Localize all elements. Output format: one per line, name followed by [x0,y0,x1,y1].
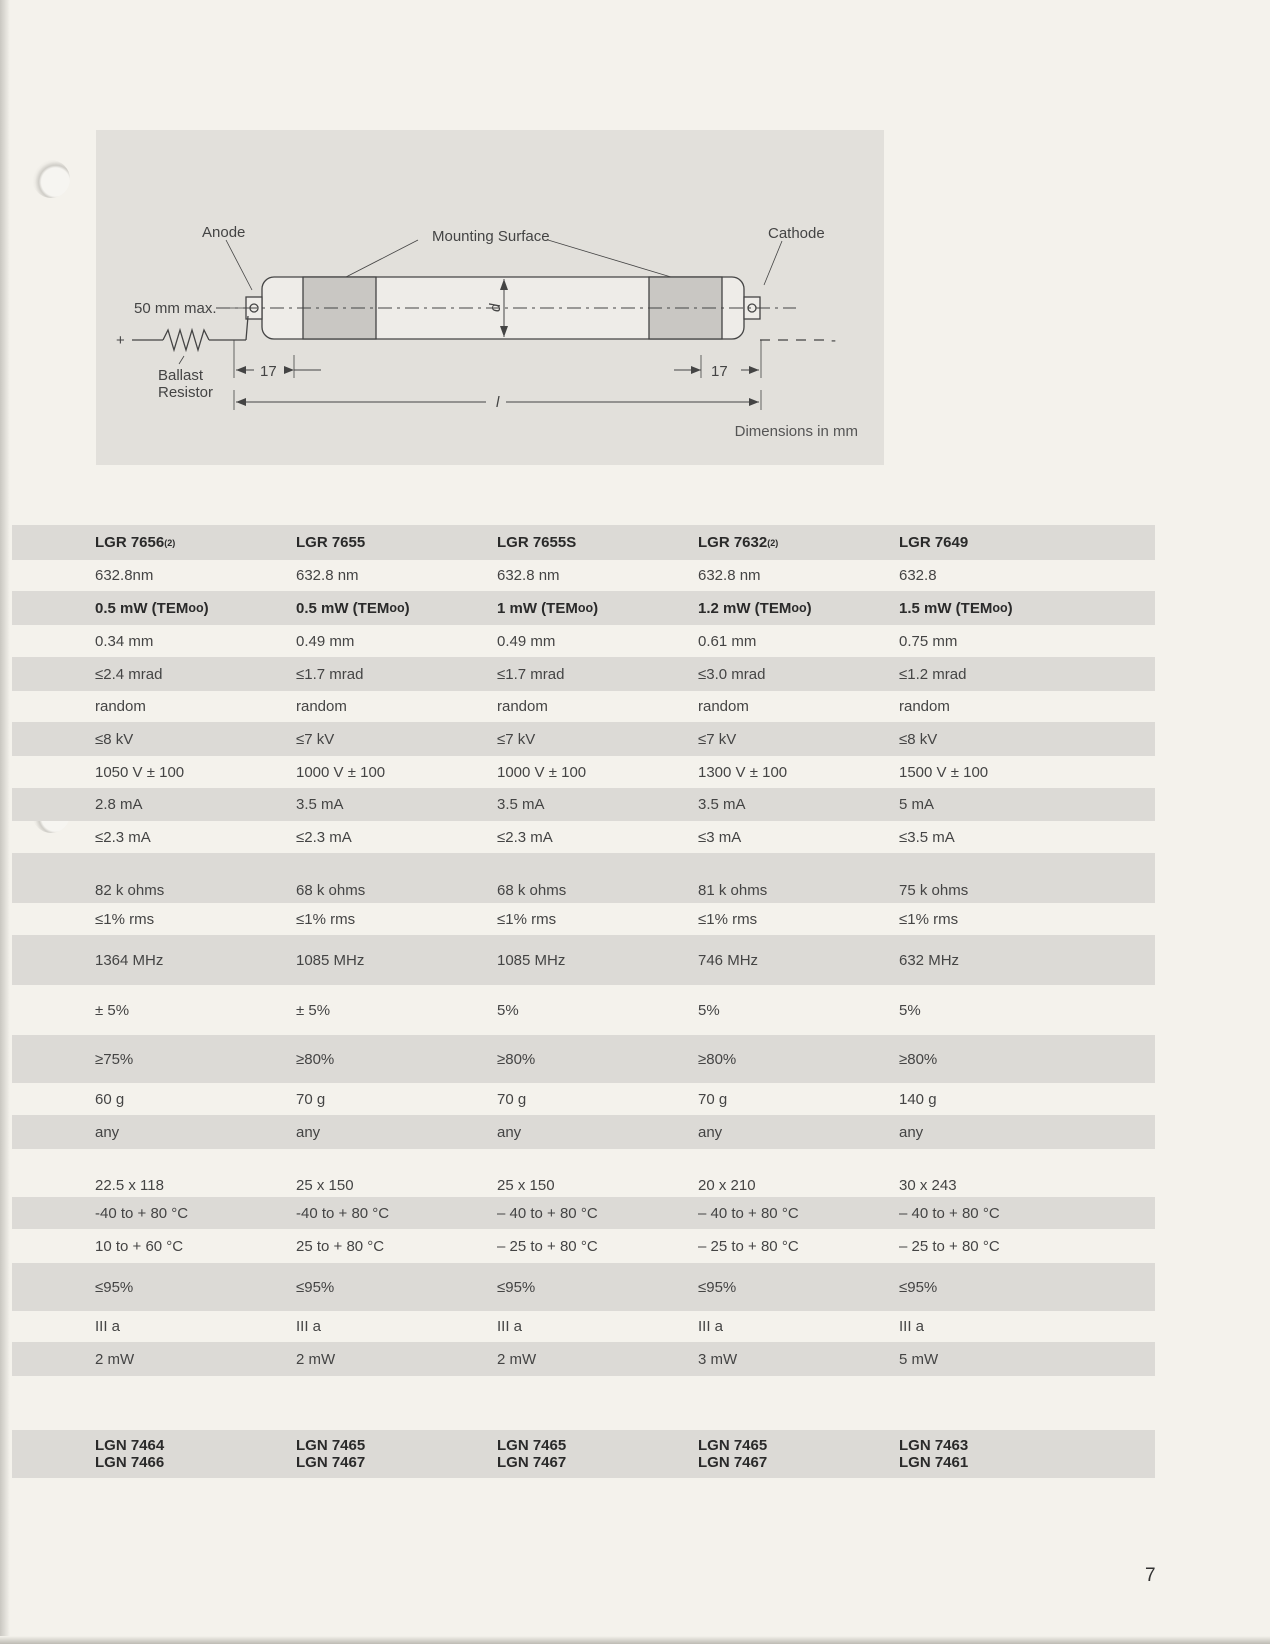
page-number: 7 [1145,1565,1156,1586]
mounting-surface-left [303,277,376,339]
polarization-row [12,691,1155,722]
dimensions-row [12,1149,1155,1197]
table-cell: random [296,698,347,715]
table-cell: ≤95% [698,1278,737,1296]
max-length-label: 50 mm max. [134,300,217,317]
table-cell: 1500 V ± 100 [899,763,989,781]
table-cell: 140 g [899,1090,937,1108]
table-cell: 70 g [698,1090,728,1108]
table-cell: ≤2.3 mA [296,828,352,846]
dimensions-note: Dimensions in mm [734,423,858,440]
table-cell: any [497,1123,522,1141]
operating-temp-row [12,1229,1155,1263]
table-cell: 70 g [497,1090,527,1108]
table-cell: ≤95% [296,1278,335,1296]
max-output-row [12,1342,1155,1376]
table-cell: ≥75% [95,1050,134,1068]
diameter-label: d [487,303,504,312]
table-cell: random [95,698,146,715]
table-cell: ≤3.5 mA [899,828,955,846]
table-cell: 1 mW (TEM oo ) [497,599,599,617]
table-cell: any [95,1123,120,1141]
table-cell: III a [497,1318,523,1335]
table-cell: – 25 to + 80 °C [497,1237,598,1255]
table-cell: 1000 V ± 100 [497,763,587,781]
anode-leader [226,240,252,290]
table-cell: 1.2 mW (TEM oo ) [698,599,812,617]
laser-tube-figure [96,130,884,465]
ballast-resistor-symbol [163,330,209,350]
table-cell: LGN 7464 LGN 7466 [95,1437,165,1471]
table-cell: ≤7 kV [296,730,335,748]
table-cell: – 25 to + 80 °C [899,1237,1000,1255]
table-cell: 25 x 150 [296,1176,354,1194]
ballast-leader [179,356,184,364]
table-cell: 3.5 mA [698,796,746,813]
table-cell: ± 5% [296,1001,331,1019]
operating-current-row [12,788,1155,821]
table-cell: – 40 to + 80 °C [899,1204,1000,1222]
table-cell: 20 x 210 [698,1176,756,1194]
table-cell: 3.5 mA [296,796,344,813]
table-cell: – 40 to + 80 °C [497,1204,598,1222]
table-cell: ≤8 kV [899,730,938,748]
table-cell: 0.75 mm [899,632,958,650]
table-cell: random [497,698,548,715]
page-edge-shadow [0,0,10,1644]
table-cell: 0.49 mm [497,632,556,650]
table-cell: 60 g [95,1090,125,1108]
table-cell: 2 mW [497,1350,537,1368]
table-cell: 746 MHz [698,951,759,969]
table-cell: ≤1% rms [899,910,959,928]
table-cell: 3 mW [698,1350,738,1368]
table-cell: 25 to + 80 °C [296,1237,385,1255]
table-cell: 632 MHz [899,951,960,969]
table-cell: 1364 MHz [95,951,164,969]
punch-hole-top [32,160,70,198]
table-cell: ≥80% [296,1050,335,1068]
negative-sign: - [831,332,836,349]
model-name: LGR 7655 [296,534,366,551]
table-cell: III a [899,1318,925,1335]
model-name: LGR 7656 (2) [95,534,176,551]
table-cell: 632.8nm [95,567,154,584]
table-cell: 632.8 nm [497,567,560,584]
ballast-row [12,853,1155,903]
table-cell: ≥80% [698,1050,737,1068]
table-cell: any [296,1123,321,1141]
table-cell: III a [296,1318,322,1335]
table-cell: 1085 MHz [296,951,365,969]
table-cell: ≤2.4 mrad [95,665,163,683]
dim-left-label: 17 [260,363,277,380]
wavelength-row [12,560,1155,591]
table-cell: 70 g [296,1090,326,1108]
table-cell: ≤95% [899,1278,938,1296]
table-cell: any [698,1123,723,1141]
table-cell: -40 to + 80 °C [296,1204,390,1222]
table-cell: -40 to + 80 °C [95,1204,189,1222]
dim-right-label: 17 [711,363,728,380]
table-cell: ≤7 kV [698,730,737,748]
ballast-label-line1: Ballast [158,367,204,384]
arrow-length-right [749,398,759,406]
table-cell: 632.8 [899,567,937,584]
table-cell: 1050 V ± 100 [95,763,185,781]
power-after-row [12,1035,1155,1083]
mounting-leader-right [548,240,671,277]
mode-spacing-row [12,935,1155,985]
model-row [12,525,1155,560]
ballast-label-line2: Resistor [158,384,214,401]
table-cell: 2 mW [95,1350,135,1368]
table-cell: 22.5 x 118 [95,1176,164,1194]
table-cell: 0.34 mm [95,632,154,650]
output-power-row [12,591,1155,625]
table-cell: any [899,1123,924,1141]
table-cell: ≥80% [497,1050,536,1068]
table-cell: random [698,698,749,715]
model-name: LGR 7632 (2) [698,534,779,551]
operating-voltage-row [12,756,1155,788]
length-label: l [496,394,500,411]
table-cell: ± 5% [95,1001,130,1019]
table-cell: III a [95,1318,121,1335]
laser-class-row [12,1311,1155,1342]
table-cell: 81 k ohms [698,881,768,899]
table-cell: 68 k ohms [296,881,366,899]
table-cell: 25 x 150 [497,1176,555,1194]
table-cell: 1300 V ± 100 [698,763,788,781]
table-cell: 0.49 mm [296,632,355,650]
cathode-label: Cathode [768,225,825,242]
table-cell: 5 mA [899,796,935,813]
table-cell: ≤1% rms [497,910,557,928]
table-cell: LGN 7465 LGN 7467 [698,1437,768,1471]
table-cell: ≤7 kV [497,730,536,748]
arrow-dim-right-1 [691,366,701,374]
table-cell: ≤2.3 mA [497,828,553,846]
table-cell: 5 mW [899,1350,939,1368]
table-cell: ≤95% [95,1278,134,1296]
anode-label: Anode [202,224,246,241]
table-cell: 30 x 243 [899,1176,957,1194]
table-cell: ≤1.2 mrad [899,665,967,683]
arrow-length-left [236,398,246,406]
table-cell: 5% [899,1001,921,1019]
table-cell: 0.61 mm [698,632,757,650]
table-cell: 68 k ohms [497,881,567,899]
noise-row [12,903,1155,935]
page-bottom-shadow [0,1636,1270,1644]
mounting-leader-left [346,240,418,277]
storage-temp-row [12,1197,1155,1229]
table-gap [12,1376,1155,1430]
table-cell: LGN 7465 LGN 7467 [296,1437,366,1471]
table-cell: 1000 V ± 100 [296,763,386,781]
beam-diameter-row [12,625,1155,657]
table-cell: ≤95% [497,1278,536,1296]
table-cell: 5% [698,1001,720,1019]
cathode-leader [764,241,782,285]
table-cell: 632.8 nm [698,567,761,584]
table-cell: ≥80% [899,1050,938,1068]
table-cell: 0.5 mW (TEM oo ) [296,599,410,617]
table-cell: random [899,698,950,715]
table-cell: 1085 MHz [497,951,566,969]
table-cell: 3.5 mA [497,796,545,813]
table-cell: 2.8 mA [95,796,143,813]
table-cell: 82 k ohms [95,881,165,899]
drift-row [12,985,1155,1035]
table-cell: III a [698,1318,724,1335]
power-supply-row [12,1430,1155,1478]
starting-voltage-row [12,722,1155,756]
humidity-row [12,1263,1155,1311]
table-cell: 632.8 nm [296,567,359,584]
table-cell: – 40 to + 80 °C [698,1204,799,1222]
weight-row [12,1083,1155,1115]
table-cell: ≤1.7 mrad [497,665,565,683]
table-cell: 2 mW [296,1350,336,1368]
table-cell: 10 to + 60 °C [95,1237,184,1255]
table-cell: 75 k ohms [899,881,969,899]
table-cell: ≤1% rms [698,910,758,928]
max-current-row [12,821,1155,853]
spec-table [12,525,1155,1478]
table-cell: LGN 7463 LGN 7461 [899,1437,969,1471]
table-cell: LGN 7465 LGN 7467 [497,1437,567,1471]
table-cell: ≤8 kV [95,730,134,748]
table-cell: ≤3 mA [698,828,742,846]
table-cell: ≤1% rms [95,910,155,928]
table-cell: ≤3.0 mrad [698,665,766,683]
table-cell: ≤1.7 mrad [296,665,364,683]
model-name: LGR 7649 [899,534,969,551]
table-cell: 0.5 mW (TEM oo ) [95,599,209,617]
table-cell: ≤1% rms [296,910,356,928]
mounting-surface-label: Mounting Surface [432,228,550,245]
positive-sign: + [116,332,125,349]
model-name: LGR 7655S [497,534,577,551]
arrow-dim-left-2 [284,366,294,374]
orientation-row [12,1115,1155,1149]
divergence-row [12,657,1155,691]
arrow-dim-left-1 [236,366,246,374]
table-cell: 5% [497,1001,519,1019]
table-cell: – 25 to + 80 °C [698,1237,799,1255]
arrow-dim-right-2 [749,366,759,374]
laser-tube-diagram [96,130,884,465]
table-cell: 1.5 mW (TEM oo ) [899,599,1013,617]
table-cell: ≤2.3 mA [95,828,151,846]
